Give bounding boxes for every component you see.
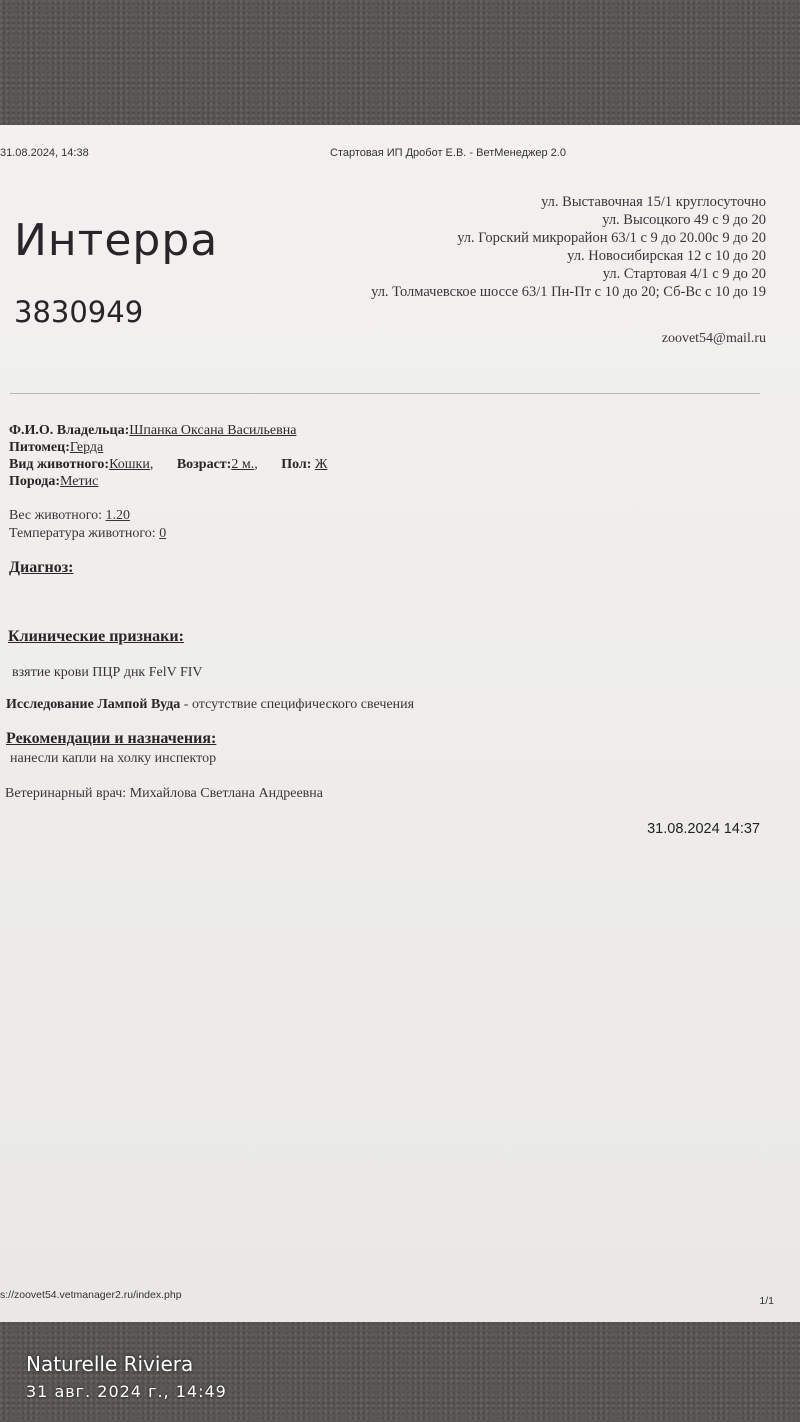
address-line: ул. Новосибирская 12 с 10 до 20 <box>567 248 766 264</box>
clinic-email: zoovet54@mail.ru <box>661 331 766 346</box>
sex-label: Пол: <box>281 457 312 472</box>
owner-value: Шпанка Оксана Васильевна <box>129 423 297 438</box>
diagnosis-heading: Диагноз: <box>9 559 74 576</box>
photo-stamp <box>26 1352 227 1401</box>
clinic-addresses <box>371 193 766 301</box>
patient-info: Ф.И.О. Владельца:Шпанка Оксана Васильевна Питомец:Герда Вид животного:Кошки, Возраст:2 м., Пол: Ж Порода:Метис <box>9 423 328 489</box>
header-divider <box>10 393 760 394</box>
species-value: Кошки <box>109 457 150 472</box>
weight-label: Вес животного: <box>9 508 103 523</box>
age-label: Возраст: <box>176 457 232 472</box>
veterinarian: Ветеринарный врач: Михайлова Светлана Андреевна <box>5 786 323 801</box>
age-value: 2 м. <box>231 457 255 472</box>
address-line: ул. Толмачевское шоссе 63/1 Пн-Пт с 10 до 20; Сб-Вс с 10 до 19 <box>371 284 766 300</box>
temperature-value: 0 <box>159 526 167 541</box>
photo-datetime: 31 авг. 2024 г., 14:49 <box>26 1382 227 1401</box>
breed-value: Метис <box>60 474 99 489</box>
printed-page <box>0 125 800 1322</box>
wood-lamp-result: - отсутствие специфического свечения <box>183 697 415 712</box>
signed-datetime: 31.08.2024 14:37 <box>647 821 760 837</box>
vitals <box>9 507 166 543</box>
print-title: Стартовая ИП Дробот Е.В. - ВетМенеджер 2.0 <box>330 147 566 159</box>
owner-label: Ф.И.О. Владельца: <box>9 423 130 438</box>
print-datetime: 31.08.2024, 14:38 <box>0 147 89 159</box>
weight-value: 1.20 <box>105 508 131 523</box>
clinic-logo: Интерра <box>14 215 219 266</box>
address-line: ул. Горский микрорайон 63/1 с 9 до 20.00с 9 до 20 <box>457 230 766 246</box>
species-label: Вид животного: <box>9 457 110 472</box>
clinical-heading: Клинические признаки: <box>8 628 184 645</box>
recommendations-heading: Рекомендации и назначения: <box>6 730 217 747</box>
photo-device: Naturelle Riviera <box>26 1352 194 1376</box>
wood-lamp-label: Исследование Лампой Вуда <box>6 697 181 712</box>
clinic-phone: 3830949 <box>14 295 144 329</box>
address-line: ул. Выставочная 15/1 круглосуточно <box>541 194 766 210</box>
address-line: ул. Высоцкого 49 с 9 до 20 <box>602 212 766 228</box>
sex-value: Ж <box>314 457 328 472</box>
wood-lamp-line <box>6 697 414 713</box>
address-line: ул. Стартовая 4/1 с 9 до 20 <box>602 266 766 282</box>
temperature-label: Температура животного: <box>9 526 156 541</box>
footer-page-number: 1/1 <box>759 1295 774 1307</box>
footer-url: s://zoovet54.vetmanager2.ru/index.php <box>0 1289 182 1301</box>
pet-label: Питомец: <box>9 440 70 455</box>
breed-label: Порода: <box>9 474 61 489</box>
clinical-text: взятие крови ПЦР днк FelV FIV <box>12 665 203 680</box>
pet-value: Герда <box>69 440 104 455</box>
recommendations-text: нанесли капли на холку инспектор <box>10 751 217 766</box>
